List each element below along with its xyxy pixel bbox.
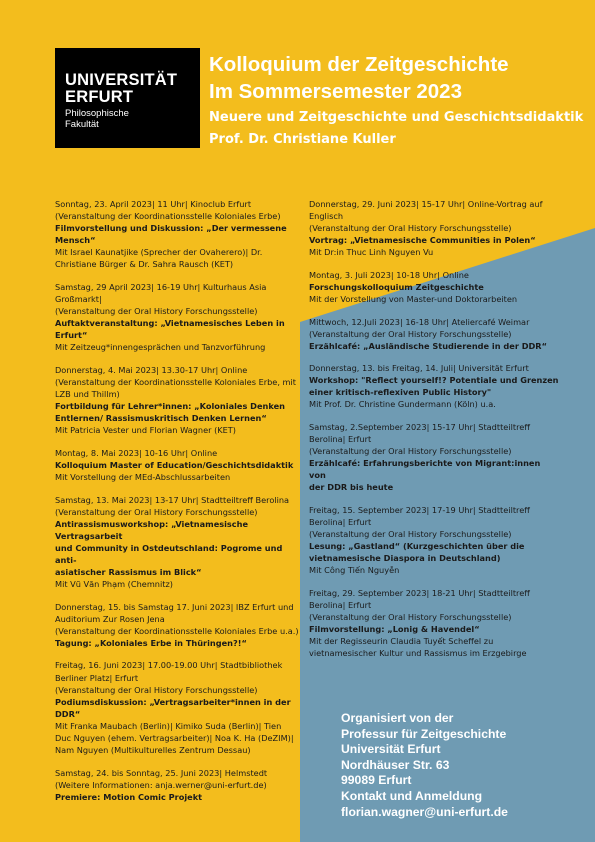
event-detail-line: Mit Prof. Dr. Christine Gundermann (Köln) u.a. [309, 399, 496, 410]
event-detail-line: vietnamesischer Kultur und Rassismus im Erzgebirge [309, 648, 527, 659]
event-info-line: Samstag, 13. Mai 2023| 13-17 Uhr| Stadtteiltreff Berolina [55, 494, 290, 505]
event-title-line: Premiere: Motion Comic Projekt [55, 791, 203, 802]
organizer-line: Kontakt und Anmeldung [341, 788, 483, 803]
event-item [55, 659, 300, 756]
event-info-line: Montag, 8. Mai 2023| 10-16 Uhr| Online [55, 447, 218, 458]
event-title-line: vietnamesische Diaspora in Deutschland) [309, 553, 501, 564]
event-title-line: Erzählcafé: „Ausländische Studierende in der DDR“ [309, 340, 547, 351]
title-line2: Im Sommersemester 2023 [209, 80, 462, 103]
logo-faculty [65, 108, 129, 130]
event-info-line: (Veranstaltung der Oral History Forschungsstelle) [55, 306, 258, 317]
event-title-line: Filmvorstellung: „Lonig & Havendel“ [309, 624, 480, 635]
event-title-line: einer kritisch-reflexiven Public History" [309, 387, 492, 398]
event-info-line: Großmarkt| [55, 294, 102, 305]
event-title-line: Antirassismusworkshop: „Vietnamesische Vertragsarbeit [55, 518, 249, 541]
event-title-line: Filmvorstellung und Diskussion: „Der vermessene Mensch“ [55, 223, 287, 246]
event-item [309, 421, 559, 494]
event-item [309, 316, 559, 352]
event-item [55, 494, 300, 591]
event-detail-line: Mit Franka Maubach (Berlin)| Kimiko Suda (Berlin)| Tien [55, 720, 282, 731]
event-info-line: (Veranstaltung der Oral History Forschungsstelle) [309, 529, 512, 540]
event-title-line: Lesung: „Gastland“ (Kurzgeschichten über die [309, 541, 525, 552]
event-info-line: Freitag, 15. September 2023| 17-19 Uhr| Stadtteiltreff [309, 504, 530, 515]
organizer-block [341, 711, 508, 820]
event-info-line: Berliner Platz| Erfurt [55, 672, 139, 683]
event-title-line: Podiumsdiskussion: „Vertragsarbeiter*innen in der DDR“ [55, 696, 291, 719]
event-detail-line: Mit Patricia Vester und Florian Wagner (KET) [55, 425, 237, 436]
event-info-line: Donnerstag, 29. Juni 2023| 15-17 Uhr| Online-Vortrag auf [309, 199, 543, 209]
event-item [55, 767, 300, 803]
event-info-line: Berolina| Erfurt [309, 434, 372, 445]
logo-faculty-line1: Philosophische [65, 108, 129, 119]
event-info-line: Englisch [309, 211, 344, 222]
event-detail-line: Duc Nguyen (ehem. Vertragsarbeiter)| Noa K. Ha (DeZIM)| [55, 733, 294, 743]
event-detail-line: Mit der Vorstellung von Master-und Doktorarbeiten [309, 294, 518, 305]
event-title-line: Entlernen/ Rassismuskritisch Denken Lernen“ [55, 413, 267, 424]
event-title-line: asiatischer Rassismus im Blick“ [55, 567, 202, 578]
event-item [309, 269, 559, 305]
event-info-line: Sonntag, 23. April 2023| 11 Uhr| Kinoclub Erfurt [55, 199, 252, 209]
event-info-line: (Veranstaltung der Oral History Forschungsstelle) [309, 328, 512, 339]
event-info-line: Auditorium Zur Rosen Jena [55, 613, 165, 624]
event-title-line: Tagung: „Koloniales Erbe in Thüringen?!“ [55, 637, 247, 648]
event-item [55, 281, 300, 354]
event-item [55, 198, 300, 271]
event-detail-line: Mit der Regisseurin Claudia Tuyết Scheffel zu [309, 636, 494, 647]
event-detail-line: Mit Vorstellung der MEd-Abschlussarbeiten [55, 472, 231, 483]
organizer-line: Nordhäuser Str. 63 [341, 757, 450, 772]
event-info-line: (Veranstaltung der Koordinationsstelle Koloniales Erbe u.a.) [55, 625, 299, 636]
logo-name-line1: UNIVERSITÄT [65, 71, 178, 89]
event-detail-line: Nam Nguyen (Multikulturelles Zentrum Dessau) [55, 745, 251, 756]
event-item [55, 601, 300, 649]
event-title-line: Vortrag: „Vietnamesische Communities in Polen“ [309, 235, 536, 246]
event-info-line: (Veranstaltung der Oral History Forschungsstelle) [55, 506, 258, 517]
event-item [309, 362, 559, 410]
event-title-line: Forschungskolloquium Zeitgeschichte [309, 281, 484, 292]
event-title-line: Kolloquium Master of Education/Geschichtsdidaktik [55, 459, 294, 470]
event-info-line: Samstag, 2.September 2023| 15-17 Uhr| Stadtteiltreff [309, 421, 530, 432]
event-title-line: Workshop: "Reflect yourself!? Potentiale und Grenzen [309, 375, 559, 386]
event-detail-line: Mit Zeitzeug*innengesprächen und Tanzvorführung [55, 342, 266, 353]
event-info-line: (Veranstaltung der Oral History Forschungsstelle) [309, 612, 512, 623]
logo-name [65, 72, 177, 106]
event-info-line: Berolina| Erfurt [309, 599, 372, 610]
logo-name-line2: ERFURT [65, 88, 134, 106]
event-info-line: LZB und Thillm) [55, 389, 120, 400]
event-info-line: Freitag, 16. Juni 2023| 17.00-19.00 Uhr| Stadtbibliothek [55, 660, 283, 671]
event-info-line: (Veranstaltung der Oral History Forschungsstelle) [309, 223, 512, 234]
event-info-line: Berolina| Erfurt [309, 517, 372, 528]
organizer-line: florian.wagner@uni-erfurt.de [341, 804, 508, 819]
event-title-line: der DDR bis heute [309, 482, 394, 493]
organizer-line: 99089 Erfurt [341, 773, 412, 788]
event-info-line: Montag, 3. Juli 2023| 10-18 Uhr| Online [309, 269, 469, 280]
event-info-line: (Veranstaltung der Oral History Forschungsstelle) [309, 446, 512, 457]
event-detail-line: Mit Vũ Văn Phạm (Chemnitz) [55, 579, 173, 590]
professor: Prof. Dr. Christiane Kuller [209, 132, 396, 147]
event-title-line: Auftaktveranstaltung: „Vietnamesisches Leben in Erfurt“ [55, 318, 285, 341]
event-info-line: Donnerstag, 15. bis Samstag 17. Juni 2023| IBZ Erfurt und [55, 601, 294, 612]
event-item [309, 504, 559, 577]
logo-faculty-line2: Fakultät [65, 119, 99, 130]
event-info-line: (Veranstaltung der Koordinationsstelle Koloniales Erbe, mit [55, 377, 297, 387]
event-info-line: Donnerstag, 13. bis Freitag, 14. Juli| Universität Erfurt [309, 363, 529, 374]
event-info-line: Mittwoch, 12.Juli 2023| 16-18 Uhr| Ateliercafé Weimar [309, 316, 530, 327]
subtitle: Neuere und Zeitgeschichte und Geschichtsdidaktik [209, 110, 584, 125]
title-line1: Kolloquium der Zeitgeschichte [209, 53, 509, 76]
event-title-line: und Community in Ostdeutschland: Pogrome und anti- [55, 542, 283, 565]
organizer-line: Organisiert von der [341, 711, 454, 725]
university-logo [55, 48, 200, 148]
event-column-right [309, 198, 559, 670]
event-detail-line: Mit Israel Kaunatjike (Sprecher der Ovaherero)| Dr. [55, 247, 263, 258]
event-item [55, 447, 300, 483]
organizer-line: Universität Erfurt [341, 742, 441, 757]
event-title-line: Fortbildung für Lehrer*innen: „Koloniales Denken [55, 401, 285, 412]
event-info-line: (Veranstaltung der Oral History Forschungsstelle) [55, 684, 258, 695]
event-info-line: Donnerstag, 4. Mai 2023| 13.30-17 Uhr| Online [55, 364, 248, 375]
organizer-line: Professur für Zeitgeschichte [341, 726, 507, 741]
event-info-line: Freitag, 29. September 2023| 18-21 Uhr| Stadtteiltreff [309, 587, 530, 598]
event-item [309, 198, 559, 258]
event-info-line: (Weitere Informationen: anja.werner@uni-erfurt.de) [55, 779, 267, 790]
event-detail-line: Christiane Bürger & Dr. Sahra Rausch (KET) [55, 259, 234, 270]
event-info-line: Samstag, 29 April 2023| 16-19 Uhr| Kulturhaus Asia [55, 281, 267, 292]
event-info-line: (Veranstaltung der Koordinationsstelle Koloniales Erbe) [55, 211, 281, 222]
event-item [309, 587, 559, 660]
event-item [55, 364, 300, 437]
event-column-left [55, 198, 300, 813]
event-detail-line: Mit Dr:in Thuc Linh Nguyen Vu [309, 247, 434, 258]
event-title-line: Erzählcafé: Erfahrungsberichte von Migrant:innen von [309, 458, 541, 481]
event-info-line: Samstag, 24. bis Sonntag, 25. Juni 2023| Helmstedt [55, 767, 268, 778]
event-detail-line: Mit Công Tiến Nguyễn [309, 565, 400, 576]
